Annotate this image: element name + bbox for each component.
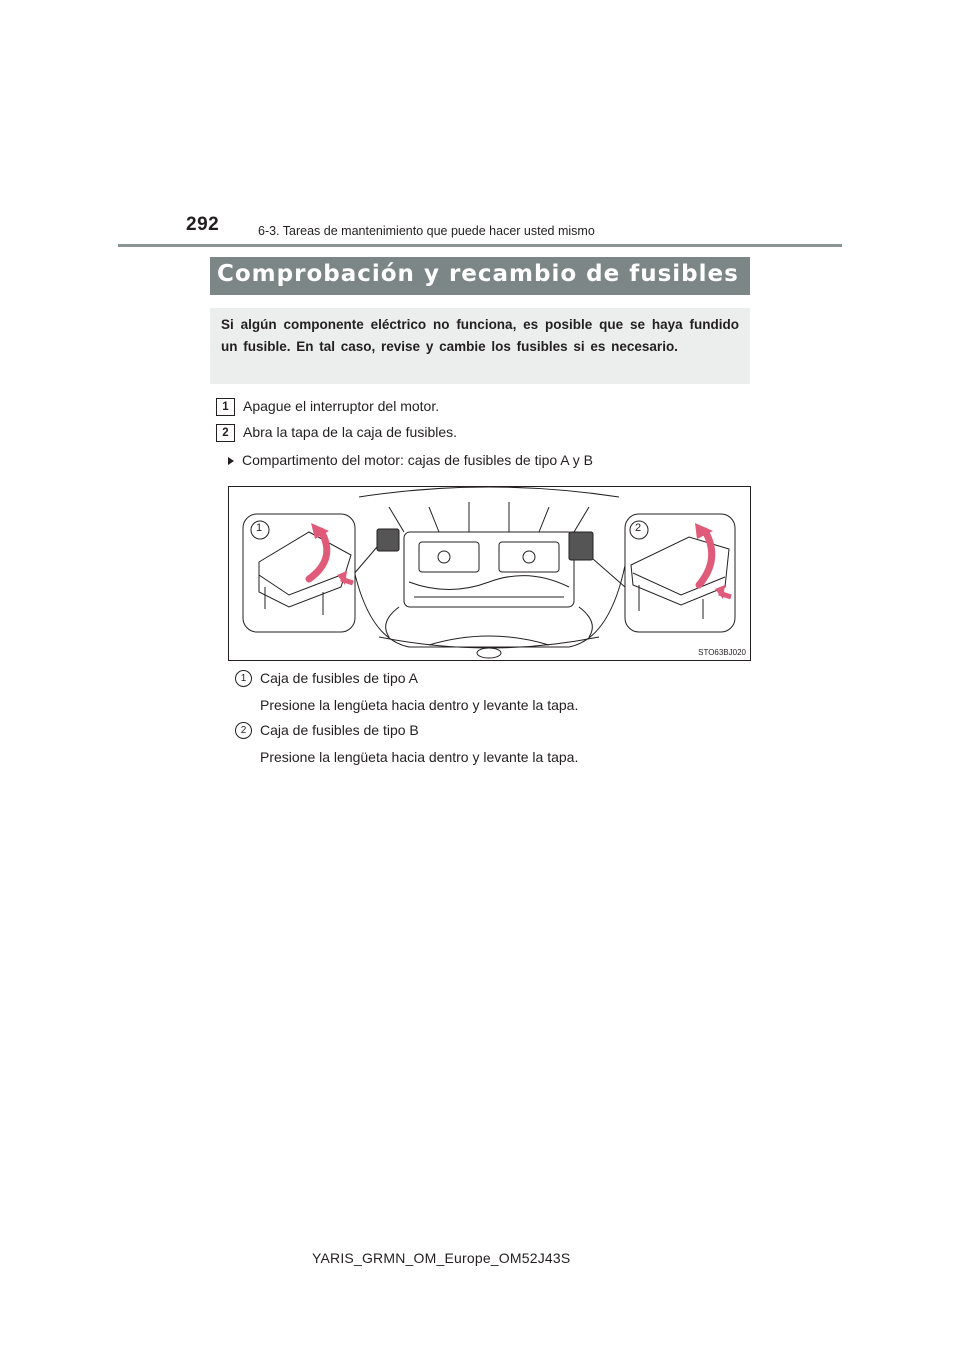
callout-label-1: Caja de fusibles de tipo A: [260, 670, 418, 686]
title-bar: [210, 257, 750, 295]
header-rule: [118, 244, 842, 247]
engine-compartment-figure: [228, 486, 751, 661]
callout-desc-2: Presione la lengüeta hacia dentro y levante la tapa.: [260, 749, 579, 765]
page-title: Comprobación y recambio de fusibles: [217, 261, 739, 287]
figure-code: STO63BJ020: [698, 648, 746, 657]
intro-box: [210, 308, 750, 384]
figure-callout-1: 1: [256, 522, 263, 534]
page-number: 292: [186, 214, 220, 235]
callout-number-1: 1: [235, 670, 252, 687]
figure-callout-2: 2: [635, 522, 642, 534]
intro-text: Si algún componente eléctrico no funciona, es posible que se haya fundido un fusible. En tal caso, revise y cambie los fusibles si es necesario.: [221, 317, 739, 354]
section-label: 6-3. Tareas de mantenimiento que puede hacer usted mismo: [258, 224, 595, 238]
step-text-1: Apague el interruptor del motor.: [243, 398, 440, 414]
footer-doc-id: YARIS_GRMN_OM_Europe_OM52J43S: [312, 1250, 571, 1266]
step-number-2: 2: [216, 424, 235, 442]
engine-illustration: [229, 487, 750, 660]
step-number-1: 1: [216, 398, 235, 416]
callout-label-2: Caja de fusibles de tipo B: [260, 722, 419, 738]
sub-bullet: [228, 452, 593, 468]
triangle-bullet-icon: [228, 457, 234, 465]
sub-bullet-text: Compartimento del motor: cajas de fusibles de tipo A y B: [242, 452, 593, 468]
step-text-2: Abra la tapa de la caja de fusibles.: [243, 424, 458, 440]
callout-number-2: 2: [235, 722, 252, 739]
callout-desc-1: Presione la lengüeta hacia dentro y levante la tapa.: [260, 697, 579, 713]
